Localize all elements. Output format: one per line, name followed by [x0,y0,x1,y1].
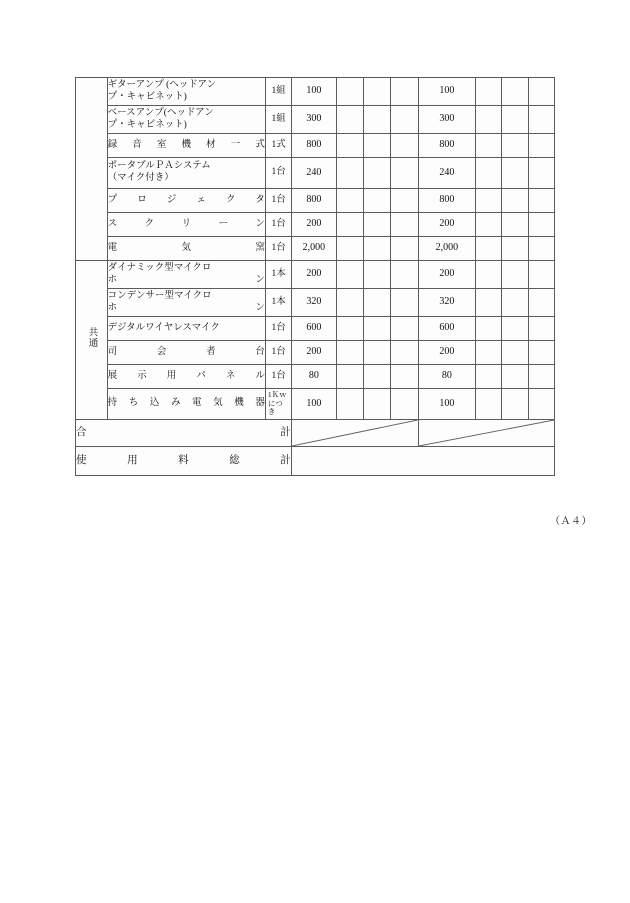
blank-entry-cell[interactable] [391,317,418,341]
blank-entry-cell[interactable] [336,189,363,213]
blank-entry-cell[interactable] [475,237,501,261]
amount-cell: 200 [292,341,336,365]
item-name-line: ベースアンプ(ヘッドアン [107,107,214,118]
blank-entry-cell[interactable] [475,389,501,420]
amount-secondary-cell: 200 [418,213,475,237]
item-name-cell [107,317,265,341]
item-name-cell [107,365,265,389]
item-name-cell [107,237,265,261]
blank-entry-cell[interactable] [391,189,418,213]
blank-entry-cell[interactable] [475,134,501,158]
blank-entry-cell[interactable] [364,189,391,213]
amount-secondary-cell: 200 [418,261,475,289]
item-name-line: コンデンサー型マイクロ [107,290,212,301]
blank-entry-cell[interactable] [336,317,363,341]
amount-cell: 300 [292,106,336,134]
blank-entry-cell[interactable] [502,289,528,317]
group-label-text: 共通 [86,327,97,349]
item-name-cell [107,213,265,237]
table-row [76,389,555,420]
total-label-cell: 合計 [76,420,292,447]
blank-entry-cell[interactable] [391,78,418,106]
amount-secondary-cell: 2,000 [418,237,475,261]
blank-entry-cell[interactable] [528,317,554,341]
blank-entry-cell[interactable] [391,289,418,317]
amount-cell: 600 [292,317,336,341]
blank-entry-cell[interactable] [475,365,501,389]
amount-cell: 800 [292,134,336,158]
amount-secondary-cell: 300 [418,106,475,134]
amount-cell: 200 [292,261,336,289]
table-row [76,289,555,317]
item-name-cell [107,158,265,189]
blank-entry-cell[interactable] [502,389,528,420]
unit-line: き [267,407,276,417]
unit-cell: 1台 [265,189,291,213]
unit-cell: 1台 [265,317,291,341]
amount-cell: 100 [292,78,336,106]
blank-entry-cell[interactable] [528,158,554,189]
item-name-line: スクリーン [107,218,265,229]
blank-entry-cell[interactable] [336,78,363,106]
unit-cell: 1台 [265,158,291,189]
unit-cell: 1台 [265,237,291,261]
fee-table-body [76,78,555,476]
blank-entry-cell[interactable] [475,189,501,213]
blank-entry-cell[interactable] [528,261,554,289]
item-name-cell [107,289,265,317]
blank-entry-cell[interactable] [336,213,363,237]
unit-cell: 1台 [265,213,291,237]
blank-entry-cell[interactable] [364,317,391,341]
blank-entry-cell[interactable] [502,189,528,213]
item-name-cell [107,389,265,420]
amount-secondary-cell: 320 [418,289,475,317]
item-name-cell [107,189,265,213]
blank-entry-cell[interactable] [391,261,418,289]
table-row [76,189,555,213]
blank-entry-cell[interactable] [475,289,501,317]
blank-entry-cell[interactable] [528,134,554,158]
total-row [76,420,555,447]
item-name-line: プロジェクタ [107,194,265,205]
blank-entry-cell[interactable] [364,289,391,317]
blank-entry-cell[interactable] [502,78,528,106]
amount-cell: 200 [292,213,336,237]
amount-secondary-cell: 800 [418,189,475,213]
blank-entry-cell[interactable] [391,237,418,261]
blank-entry-cell[interactable] [475,341,501,365]
total-diagonal-cell [292,420,419,447]
blank-entry-cell[interactable] [475,317,501,341]
unit-line: につ [267,398,283,408]
amount-cell: 2,000 [292,237,336,261]
unit-line: 1Ｋｗ [267,390,287,400]
amount-secondary-cell: 80 [418,365,475,389]
blank-entry-cell[interactable] [336,106,363,134]
item-name-cell [107,78,265,106]
grand-total-entry-cell[interactable] [292,447,555,476]
blank-entry-cell[interactable] [364,78,391,106]
blank-entry-cell[interactable] [528,106,554,134]
table-row [76,341,555,365]
table-row [76,158,555,189]
blank-entry-cell[interactable] [364,106,391,134]
table-row [76,134,555,158]
blank-entry-cell[interactable] [528,213,554,237]
table-row [76,317,555,341]
blank-entry-cell[interactable] [364,261,391,289]
amount-cell: 240 [292,158,336,189]
item-name-line: プ・キャビネット) [107,91,187,102]
blank-entry-cell[interactable] [336,389,363,420]
blank-entry-cell[interactable] [502,134,528,158]
blank-entry-cell[interactable] [502,158,528,189]
item-name-cell [107,261,265,289]
blank-entry-cell[interactable] [391,134,418,158]
blank-entry-cell[interactable] [336,365,363,389]
blank-entry-cell[interactable] [475,78,501,106]
blank-entry-cell[interactable] [502,237,528,261]
table-row [76,213,555,237]
blank-entry-cell[interactable] [336,289,363,317]
blank-entry-cell[interactable] [336,237,363,261]
blank-entry-cell[interactable] [502,106,528,134]
table-row [76,106,555,134]
blank-entry-cell[interactable] [364,389,391,420]
blank-entry-cell[interactable] [528,365,554,389]
blank-entry-cell[interactable] [475,106,501,134]
total-row [76,447,555,476]
paper-size-note: （Ａ４） [550,516,592,527]
blank-entry-cell[interactable] [391,213,418,237]
blank-entry-cell[interactable] [528,237,554,261]
item-name-line: （マイク付き） [107,173,174,183]
blank-entry-cell[interactable] [336,341,363,365]
blank-entry-cell[interactable] [502,365,528,389]
item-name-line: デジタルワイヤレスマイク [107,322,220,333]
amount-cell: 800 [292,189,336,213]
blank-entry-cell[interactable] [336,158,363,189]
amount-cell: 80 [292,365,336,389]
blank-entry-cell[interactable] [364,134,391,158]
item-name-line: 電気窯 [107,242,265,253]
blank-entry-cell[interactable] [391,341,418,365]
item-name-line: プ・キャビネット) [107,119,187,130]
amount-cell: 320 [292,289,336,317]
blank-entry-cell[interactable] [336,261,363,289]
table-row [76,78,555,106]
item-name-line: ホン [107,302,265,313]
blank-entry-cell[interactable] [475,158,501,189]
blank-entry-cell[interactable] [364,237,391,261]
item-name-cell [107,341,265,365]
item-name-line: ギターアンプ (ヘッドアン [107,79,217,90]
total-diagonal-cell [418,420,554,447]
unit-cell [265,389,291,420]
item-name-line: 司会者台 [107,346,265,357]
table-row [76,365,555,389]
blank-entry-cell[interactable] [391,106,418,134]
amount-secondary-cell: 240 [418,158,475,189]
item-name-line: 録音室機材一式 [107,139,265,150]
unit-cell: 1組 [265,106,291,134]
blank-entry-cell[interactable] [475,213,501,237]
amount-secondary-cell: 600 [418,317,475,341]
item-name-line: 持ち込み電気機器 [107,398,265,409]
blank-entry-cell[interactable] [502,213,528,237]
blank-entry-cell[interactable] [502,341,528,365]
blank-entry-cell[interactable] [364,365,391,389]
blank-entry-cell[interactable] [528,78,554,106]
amount-secondary-cell: 200 [418,341,475,365]
item-name-cell [107,134,265,158]
amount-secondary-cell: 100 [418,389,475,420]
unit-cell: 1台 [265,365,291,389]
amount-secondary-cell: 800 [418,134,475,158]
blank-entry-cell[interactable] [364,158,391,189]
blank-entry-cell[interactable] [528,189,554,213]
blank-entry-cell[interactable] [391,389,418,420]
amount-cell: 100 [292,389,336,420]
item-name-line: ホン [107,274,265,285]
unit-cell: 1本 [265,261,291,289]
item-name-line: ポータブルＰＡシステム [107,161,211,172]
item-name-line: ダイナミック型マイクロ [107,262,212,273]
item-name-line: 展示用パネル [107,370,265,381]
blank-entry-cell[interactable] [391,158,418,189]
blank-entry-cell[interactable] [475,261,501,289]
facility-fee-table [75,77,555,476]
blank-entry-cell[interactable] [364,341,391,365]
table-row [76,261,555,289]
blank-entry-cell[interactable] [391,365,418,389]
group-label-cell [76,261,108,420]
total-label-cell: 使用料総計 [76,447,292,476]
unit-cell: 1式 [265,134,291,158]
group-label-cell [76,78,108,261]
blank-entry-cell[interactable] [364,213,391,237]
blank-entry-cell[interactable] [528,341,554,365]
blank-entry-cell[interactable] [502,261,528,289]
blank-entry-cell[interactable] [336,134,363,158]
amount-secondary-cell: 100 [418,78,475,106]
table-row [76,237,555,261]
blank-entry-cell[interactable] [528,389,554,420]
unit-cell: 1台 [265,341,291,365]
item-name-cell [107,106,265,134]
blank-entry-cell[interactable] [502,317,528,341]
unit-cell: 1組 [265,78,291,106]
blank-entry-cell[interactable] [528,289,554,317]
unit-cell: 1本 [265,289,291,317]
